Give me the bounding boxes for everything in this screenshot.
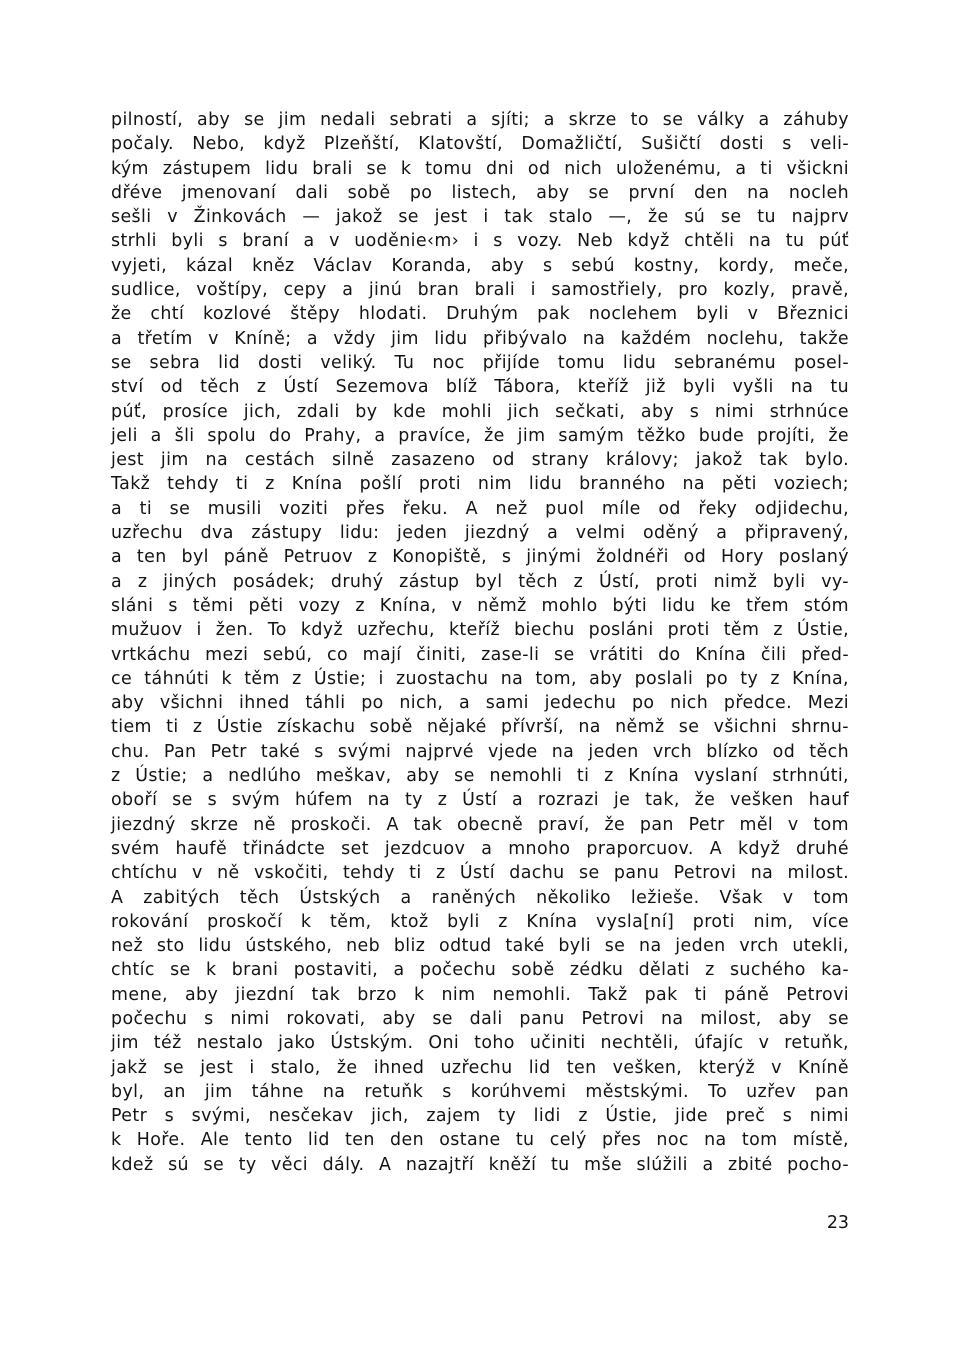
text-line: jim též nestalo jako Ústským. Oni toho učiniti nechtěli, úfajíc v retuňk,: [111, 1033, 849, 1054]
text-line: jiezdný skrze ně proskoči. A tak obecně praví, že pan Petr měl v tom: [111, 814, 849, 835]
text-line: Petr s svými, nesčekav jich, zajem ty lidi z Ústie, jide preč s nimi: [111, 1106, 849, 1127]
text-line: vrtkáchu mezi sebú, co mají činiti, zase-li se vrátiti do Knína čili před-: [111, 644, 849, 665]
page-number: 23: [826, 1213, 849, 1233]
text-line: sešli v Žinkovách — jakož se jest i tak stalo —, že sú se tu najprv: [111, 207, 849, 228]
body-text: [111, 108, 849, 1177]
text-line: sudlice, voštípy, cepy a jinú bran brali i samostřiely, pro kozly, pravě,: [111, 280, 849, 301]
text-line: oboří se s svým húfem na ty z Ústí a rozrazi je tak, že vešken hauf: [111, 790, 849, 811]
text-line: sláni s těmi pěti vozy z Knína, v němž mohlo býti lidu ke třem stóm: [111, 595, 849, 616]
text-line: púť, prosíce jich, zdali by kde mohli jich sečkati, aby s nimi strhnúce: [111, 401, 849, 422]
text-line: svém haufě třinádcte set jezdcuov a mnoho praporcuov. A když druhé: [111, 838, 849, 859]
text-line: a ten byl páně Petruov z Konopiště, s jinými žoldnéři od Hory poslaný: [111, 547, 849, 568]
text-line: Takž tehdy ti z Knína pošlí proti nim lidu branného na pěti voziech;: [111, 474, 849, 495]
text-line: mene, aby jiezdní tak brzo k nim nemohli. Takž pak ti páně Petrovi: [111, 984, 849, 1005]
text-line: jakž se jest i stalo, že ihned uzřechu lid ten vešken, kterýž v Kníně: [111, 1057, 849, 1078]
text-line: jest jim na cestách silně zasazeno od strany královy; jakož tak bylo.: [111, 450, 849, 471]
text-line: strhli byli s braní a v uoděnie‹m› i s vozy. Neb když chtěli na tu púť: [111, 231, 849, 252]
text-line: chu. Pan Petr také s svými najprvé vjede na jeden vrch blízko od těch: [111, 741, 849, 762]
text-line: aby všichni ihned táhli po nich, a sami jedechu po nich předce. Mezi: [111, 693, 849, 714]
text-line: chtíc se k brani postaviti, a počechu sobě zédku dělati z suchého ka-: [111, 960, 849, 981]
text-line: počechu s nimi rokovati, aby se dali panu Petrovi na milost, aby se: [111, 1008, 849, 1029]
text-line: jeli a šli spolu do Prahy, a pravíce, že jim samým těžko bude projíti, že: [111, 425, 849, 446]
text-line: chtíchu v ně vskočiti, tehdy ti z Ústí dachu se panu Petrovi na milost.: [111, 863, 849, 884]
text-line: že chtí kozlové štěpy hlodati. Druhým pak noclehem byli v Březnici: [111, 304, 849, 325]
text-line: mužuov i žen. To když uzřechu, kteříž biechu posláni proti těm z Ústie,: [111, 620, 849, 641]
text-line: ství od těch z Ústí Sezemova blíž Tábora, kteříž již byli vyšli na tu: [111, 377, 849, 398]
text-line: dřéve jmenovaní dali sobě po listech, aby se první den na nocleh: [111, 182, 849, 203]
text-line: kdež sú se ty věci dály. A nazajtří kněží tu mše slúžili a zbité pocho-: [111, 1154, 849, 1175]
text-line: A zabitých těch Ústských a raněných několiko ležieše. Však v tom: [111, 887, 849, 908]
text-line: kým zástupem lidu brali se k tomu dni od nich uloženému, a ti všickni: [111, 158, 849, 179]
text-line: byl, an jim táhne na retuňk s korúhvemi městskými. To uzřev pan: [111, 1081, 849, 1102]
text-line: počaly. Nebo, když Plzeňští, Klatovští, Domažličtí, Sušičtí dosti s veli-: [111, 134, 849, 155]
text-line: se sebra lid dosti veliký. Tu noc přijíde tomu lidu sebranému posel-: [111, 352, 849, 373]
text-line: a třetím v Kníně; a vždy jim lidu přibývalo na každém noclehu, takže: [111, 328, 849, 349]
text-line: rokování proskočí k těm, ktož byli z Knína vysla[ní] proti nim, více: [111, 911, 849, 932]
text-line: pilností, aby se jim nedali sebrati a sjíti; a skrze to se války a záhuby: [111, 110, 849, 130]
text-line: z Ústie; a nedlúho meškav, aby se nemohli ti z Knína vyslaní strhnúti,: [111, 766, 849, 787]
text-line: vyjeti, kázal kněz Václav Koranda, aby s sebú kostny, kordy, meče,: [111, 255, 849, 276]
text-line: a ti se musili voziti přes řeku. A než puol míle od řeky odjidechu,: [111, 498, 849, 519]
text-line: k Hoře. Ale tento lid ten den ostane tu celý přes noc na tom místě,: [111, 1130, 849, 1151]
text-line: ce táhnúti k těm z Ústie; i zuostachu na tom, aby poslali po ty z Knína,: [111, 668, 849, 689]
text-line: a z jiných posádek; druhý zástup byl těch z Ústí, proti nimž byli vy-: [111, 571, 849, 592]
text-line: uzřechu dva zástupy lidu: jeden jiezdný a velmi oděný a připravený,: [111, 523, 849, 544]
text-line: než sto lidu ústského, neb bliz odtud také byli se na jeden vrch utekli,: [111, 936, 849, 957]
text-line: tiem ti z Ústie získachu sobě nějaké přívrší, na němž se všichni shrnu-: [111, 717, 849, 738]
